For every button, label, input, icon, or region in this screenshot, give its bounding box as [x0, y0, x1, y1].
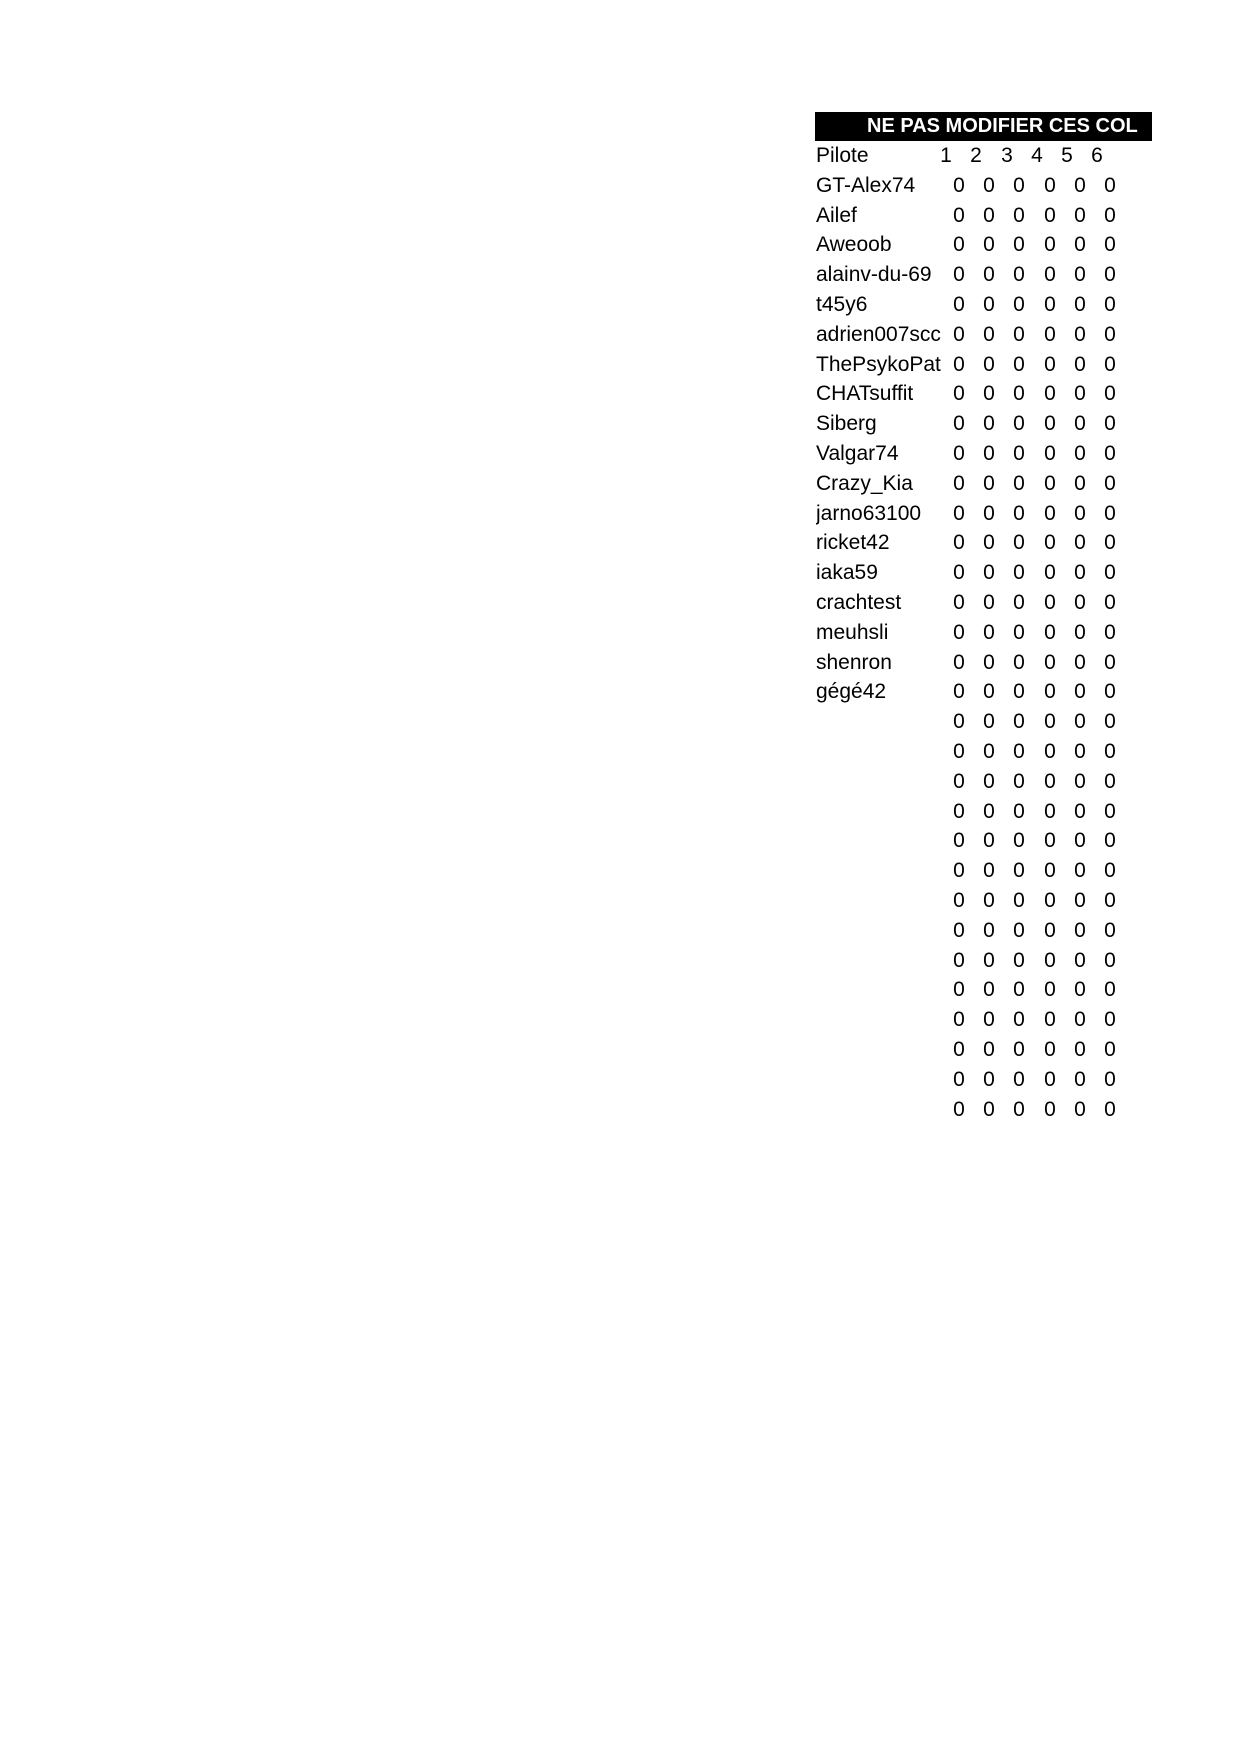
table-row — [815, 975, 1155, 1005]
score-cell: 0 — [953, 710, 965, 734]
score-cell: 0 — [1104, 233, 1116, 257]
score-cell: 0 — [1104, 561, 1116, 585]
score-cell: 0 — [1104, 1008, 1116, 1032]
pilot-name-cell: CHATsuffit — [816, 382, 914, 406]
score-cell: 0 — [1104, 1037, 1116, 1061]
score-cell: 0 — [1074, 233, 1086, 257]
score-cell: 0 — [1104, 680, 1116, 704]
score-cell: 0 — [953, 650, 965, 674]
score-cell: 0 — [1044, 829, 1056, 853]
score-cell: 0 — [1104, 948, 1116, 972]
score-cell: 0 — [983, 680, 995, 704]
table-row — [815, 946, 1155, 976]
score-cell: 0 — [983, 292, 995, 316]
score-cell: 0 — [1074, 382, 1086, 406]
score-cell: 0 — [953, 620, 965, 644]
header-col-4: 4 — [1031, 144, 1043, 167]
score-cell: 0 — [1104, 829, 1116, 853]
header-col-5: 5 — [1061, 144, 1073, 167]
score-cell: 0 — [953, 531, 965, 555]
score-cell: 0 — [953, 203, 965, 227]
score-cell: 0 — [1044, 1067, 1056, 1091]
score-cell: 0 — [1074, 322, 1086, 346]
score-cell: 0 — [983, 1008, 995, 1032]
score-cell: 0 — [1074, 173, 1086, 197]
score-cell: 0 — [1013, 292, 1025, 316]
score-cell: 0 — [1013, 739, 1025, 763]
table-row — [815, 439, 1155, 469]
score-cell: 0 — [1013, 233, 1025, 257]
score-cell: 0 — [1074, 710, 1086, 734]
score-cell: 0 — [1074, 1097, 1086, 1121]
score-cell: 0 — [953, 501, 965, 525]
pilot-name-cell: shenron — [816, 650, 892, 674]
score-cell: 0 — [953, 322, 965, 346]
score-cell: 0 — [1013, 471, 1025, 495]
score-cell: 0 — [1013, 620, 1025, 644]
score-cell: 0 — [953, 859, 965, 883]
table-row — [815, 290, 1155, 320]
score-cell: 0 — [953, 1067, 965, 1091]
table-body — [815, 171, 1155, 1125]
score-cell: 0 — [1044, 292, 1056, 316]
score-cell: 0 — [1044, 1008, 1056, 1032]
score-cell: 0 — [1044, 859, 1056, 883]
score-cell: 0 — [953, 769, 965, 793]
table-row — [815, 499, 1155, 529]
score-cell: 0 — [1044, 1037, 1056, 1061]
table-row — [815, 230, 1155, 260]
score-cell: 0 — [1013, 531, 1025, 555]
table-row — [815, 1005, 1155, 1035]
score-cell: 0 — [953, 471, 965, 495]
table-row — [815, 677, 1155, 707]
score-cell: 0 — [1074, 352, 1086, 376]
score-cell: 0 — [953, 412, 965, 436]
score-cell: 0 — [1013, 501, 1025, 525]
header-col-6: 6 — [1091, 144, 1103, 167]
table-row — [815, 856, 1155, 886]
score-cell: 0 — [1013, 710, 1025, 734]
pilot-table — [815, 141, 1155, 1124]
score-cell: 0 — [953, 352, 965, 376]
table-row — [815, 1035, 1155, 1065]
score-cell: 0 — [1104, 710, 1116, 734]
pilot-name-cell: Valgar74 — [816, 441, 899, 465]
score-cell: 0 — [1074, 620, 1086, 644]
score-cell: 0 — [1013, 978, 1025, 1002]
score-cell: 0 — [1013, 441, 1025, 465]
score-cell: 0 — [1104, 620, 1116, 644]
score-cell: 0 — [983, 829, 995, 853]
score-cell: 0 — [1013, 1037, 1025, 1061]
pilot-name-cell: Ailef — [816, 203, 857, 227]
table-row — [815, 320, 1155, 350]
table-row — [815, 618, 1155, 648]
score-cell: 0 — [1104, 471, 1116, 495]
score-cell: 0 — [953, 739, 965, 763]
score-cell: 0 — [1104, 382, 1116, 406]
score-cell: 0 — [983, 501, 995, 525]
table-row — [815, 558, 1155, 588]
table-row — [815, 1065, 1155, 1095]
table-row — [815, 886, 1155, 916]
pilot-name-cell: ThePsykoPat — [816, 352, 941, 376]
score-cell: 0 — [1104, 859, 1116, 883]
score-cell: 0 — [983, 203, 995, 227]
score-cell: 0 — [1044, 233, 1056, 257]
score-cell: 0 — [983, 322, 995, 346]
score-cell: 0 — [1104, 650, 1116, 674]
score-cell: 0 — [1074, 739, 1086, 763]
pilot-name-cell: crachtest — [816, 590, 902, 614]
score-cell: 0 — [1013, 263, 1025, 287]
score-cell: 0 — [1104, 441, 1116, 465]
pilot-name-cell: Aweoob — [816, 233, 892, 257]
score-cell: 0 — [1013, 650, 1025, 674]
table-row — [815, 826, 1155, 856]
score-cell: 0 — [1104, 263, 1116, 287]
score-cell: 0 — [983, 531, 995, 555]
score-cell: 0 — [1074, 918, 1086, 942]
score-cell: 0 — [1074, 590, 1086, 614]
table-row — [815, 1095, 1155, 1125]
score-cell: 0 — [1013, 203, 1025, 227]
score-cell: 0 — [983, 173, 995, 197]
header-col-3: 3 — [1001, 144, 1013, 167]
score-cell: 0 — [1013, 382, 1025, 406]
table-row — [815, 171, 1155, 201]
score-cell: 0 — [983, 769, 995, 793]
pilot-name-cell: Crazy_Kia — [816, 471, 913, 495]
score-cell: 0 — [1044, 531, 1056, 555]
score-cell: 0 — [953, 829, 965, 853]
pilot-name-cell: adrien007scc — [816, 322, 941, 346]
table-row — [815, 409, 1155, 439]
table-row — [815, 648, 1155, 678]
score-cell: 0 — [1013, 769, 1025, 793]
table-header-row — [815, 141, 1155, 171]
score-cell: 0 — [1074, 531, 1086, 555]
score-cell: 0 — [983, 471, 995, 495]
score-cell: 0 — [953, 173, 965, 197]
score-cell: 0 — [983, 710, 995, 734]
score-cell: 0 — [1104, 531, 1116, 555]
score-cell: 0 — [1013, 680, 1025, 704]
score-cell: 0 — [953, 263, 965, 287]
score-cell: 0 — [1074, 1008, 1086, 1032]
score-cell: 0 — [983, 590, 995, 614]
score-cell: 0 — [983, 948, 995, 972]
score-cell: 0 — [983, 263, 995, 287]
score-cell: 0 — [953, 918, 965, 942]
score-cell: 0 — [983, 412, 995, 436]
header-col-2: 2 — [970, 144, 982, 167]
score-cell: 0 — [1074, 561, 1086, 585]
score-cell: 0 — [953, 292, 965, 316]
score-cell: 0 — [1013, 1097, 1025, 1121]
score-cell: 0 — [1044, 173, 1056, 197]
table-row — [815, 737, 1155, 767]
score-cell: 0 — [1074, 263, 1086, 287]
score-cell: 0 — [1074, 292, 1086, 316]
pilot-name-cell: t45y6 — [816, 292, 868, 316]
table-row — [815, 797, 1155, 827]
score-cell: 0 — [983, 918, 995, 942]
score-cell: 0 — [1013, 1067, 1025, 1091]
score-cell: 0 — [1074, 978, 1086, 1002]
score-cell: 0 — [983, 1067, 995, 1091]
score-cell: 0 — [1104, 918, 1116, 942]
pilot-name-cell: iaka59 — [816, 561, 878, 585]
score-cell: 0 — [1104, 590, 1116, 614]
score-cell: 0 — [1013, 829, 1025, 853]
score-cell: 0 — [1104, 203, 1116, 227]
score-cell: 0 — [1104, 769, 1116, 793]
score-cell: 0 — [953, 948, 965, 972]
score-cell: 0 — [1044, 948, 1056, 972]
score-cell: 0 — [1104, 322, 1116, 346]
score-cell: 0 — [1074, 888, 1086, 912]
warning-banner: NE PAS MODIFIER CES COL — [815, 112, 1152, 141]
score-cell: 0 — [1013, 322, 1025, 346]
score-cell: 0 — [1044, 263, 1056, 287]
score-cell: 0 — [1044, 799, 1056, 823]
score-cell: 0 — [1013, 352, 1025, 376]
score-cell: 0 — [983, 233, 995, 257]
score-cell: 0 — [983, 978, 995, 1002]
score-cell: 0 — [983, 352, 995, 376]
score-cell: 0 — [1044, 918, 1056, 942]
score-cell: 0 — [1044, 888, 1056, 912]
score-cell: 0 — [1074, 799, 1086, 823]
score-cell: 0 — [1044, 978, 1056, 1002]
score-cell: 0 — [953, 441, 965, 465]
score-cell: 0 — [1013, 412, 1025, 436]
score-cell: 0 — [1044, 680, 1056, 704]
score-cell: 0 — [1013, 918, 1025, 942]
score-cell: 0 — [1104, 1067, 1116, 1091]
score-cell: 0 — [983, 441, 995, 465]
score-cell: 0 — [953, 1008, 965, 1032]
score-cell: 0 — [1104, 292, 1116, 316]
score-cell: 0 — [1044, 203, 1056, 227]
score-cell: 0 — [1044, 620, 1056, 644]
score-cell: 0 — [1074, 412, 1086, 436]
score-cell: 0 — [1074, 680, 1086, 704]
score-cell: 0 — [1044, 739, 1056, 763]
score-cell: 0 — [953, 590, 965, 614]
score-cell: 0 — [953, 799, 965, 823]
score-cell: 0 — [953, 888, 965, 912]
header-col-1: 1 — [940, 144, 952, 167]
score-cell: 0 — [1013, 173, 1025, 197]
score-cell: 0 — [983, 859, 995, 883]
score-cell: 0 — [953, 561, 965, 585]
table-row — [815, 350, 1155, 380]
table-row — [815, 588, 1155, 618]
score-cell: 0 — [1044, 561, 1056, 585]
pilot-name-cell: gégé42 — [816, 680, 887, 704]
score-cell: 0 — [1074, 501, 1086, 525]
score-cell: 0 — [953, 382, 965, 406]
score-cell: 0 — [1013, 590, 1025, 614]
score-cell: 0 — [1044, 650, 1056, 674]
score-cell: 0 — [1074, 1037, 1086, 1061]
score-cell: 0 — [1104, 501, 1116, 525]
score-cell: 0 — [1013, 1008, 1025, 1032]
table-row — [815, 260, 1155, 290]
score-cell: 0 — [1104, 1097, 1116, 1121]
pilot-name-cell: meuhsli — [816, 620, 889, 644]
score-cell: 0 — [953, 680, 965, 704]
pilot-name-cell: GT-Alex74 — [816, 173, 916, 197]
score-cell: 0 — [1074, 650, 1086, 674]
table-row — [815, 201, 1155, 231]
score-cell: 0 — [1104, 888, 1116, 912]
score-cell: 0 — [1074, 829, 1086, 853]
score-cell: 0 — [1044, 322, 1056, 346]
score-cell: 0 — [1044, 471, 1056, 495]
score-cell: 0 — [983, 561, 995, 585]
score-cell: 0 — [1104, 739, 1116, 763]
score-cell: 0 — [1104, 173, 1116, 197]
score-cell: 0 — [1013, 799, 1025, 823]
score-cell: 0 — [1074, 859, 1086, 883]
score-cell: 0 — [1104, 978, 1116, 1002]
score-cell: 0 — [1044, 769, 1056, 793]
pilot-name-cell: alainv-du-69 — [816, 263, 932, 287]
pilot-name-cell: Siberg — [816, 412, 877, 436]
table-row — [815, 469, 1155, 499]
score-cell: 0 — [1104, 799, 1116, 823]
score-cell: 0 — [1074, 769, 1086, 793]
table-row — [815, 379, 1155, 409]
score-cell: 0 — [1044, 352, 1056, 376]
score-cell: 0 — [1013, 948, 1025, 972]
score-cell: 0 — [953, 1097, 965, 1121]
score-cell: 0 — [1044, 501, 1056, 525]
score-cell: 0 — [983, 620, 995, 644]
pilot-name-cell: jarno63100 — [816, 501, 922, 525]
table-row — [815, 916, 1155, 946]
score-cell: 0 — [1044, 710, 1056, 734]
score-cell: 0 — [1044, 382, 1056, 406]
score-cell: 0 — [983, 888, 995, 912]
score-cell: 0 — [1074, 441, 1086, 465]
score-cell: 0 — [1074, 203, 1086, 227]
score-cell: 0 — [983, 739, 995, 763]
score-cell: 0 — [1074, 471, 1086, 495]
score-cell: 0 — [1013, 561, 1025, 585]
score-cell: 0 — [1044, 441, 1056, 465]
spreadsheet-page — [815, 112, 1155, 1124]
score-cell: 0 — [1104, 352, 1116, 376]
score-cell: 0 — [1074, 1067, 1086, 1091]
score-cell: 0 — [983, 1097, 995, 1121]
score-cell: 0 — [983, 799, 995, 823]
score-cell: 0 — [1104, 412, 1116, 436]
score-cell: 0 — [1044, 412, 1056, 436]
table-row — [815, 767, 1155, 797]
score-cell: 0 — [983, 650, 995, 674]
table-row — [815, 528, 1155, 558]
score-cell: 0 — [1013, 888, 1025, 912]
pilot-name-cell: ricket42 — [816, 531, 890, 555]
score-cell: 0 — [953, 978, 965, 1002]
score-cell: 0 — [953, 233, 965, 257]
score-cell: 0 — [1044, 1097, 1056, 1121]
score-cell: 0 — [983, 382, 995, 406]
score-cell: 0 — [953, 1037, 965, 1061]
score-cell: 0 — [1013, 859, 1025, 883]
table-row — [815, 707, 1155, 737]
score-cell: 0 — [1044, 590, 1056, 614]
score-cell: 0 — [983, 1037, 995, 1061]
header-pilote: Pilote — [816, 144, 869, 167]
score-cell: 0 — [1074, 948, 1086, 972]
